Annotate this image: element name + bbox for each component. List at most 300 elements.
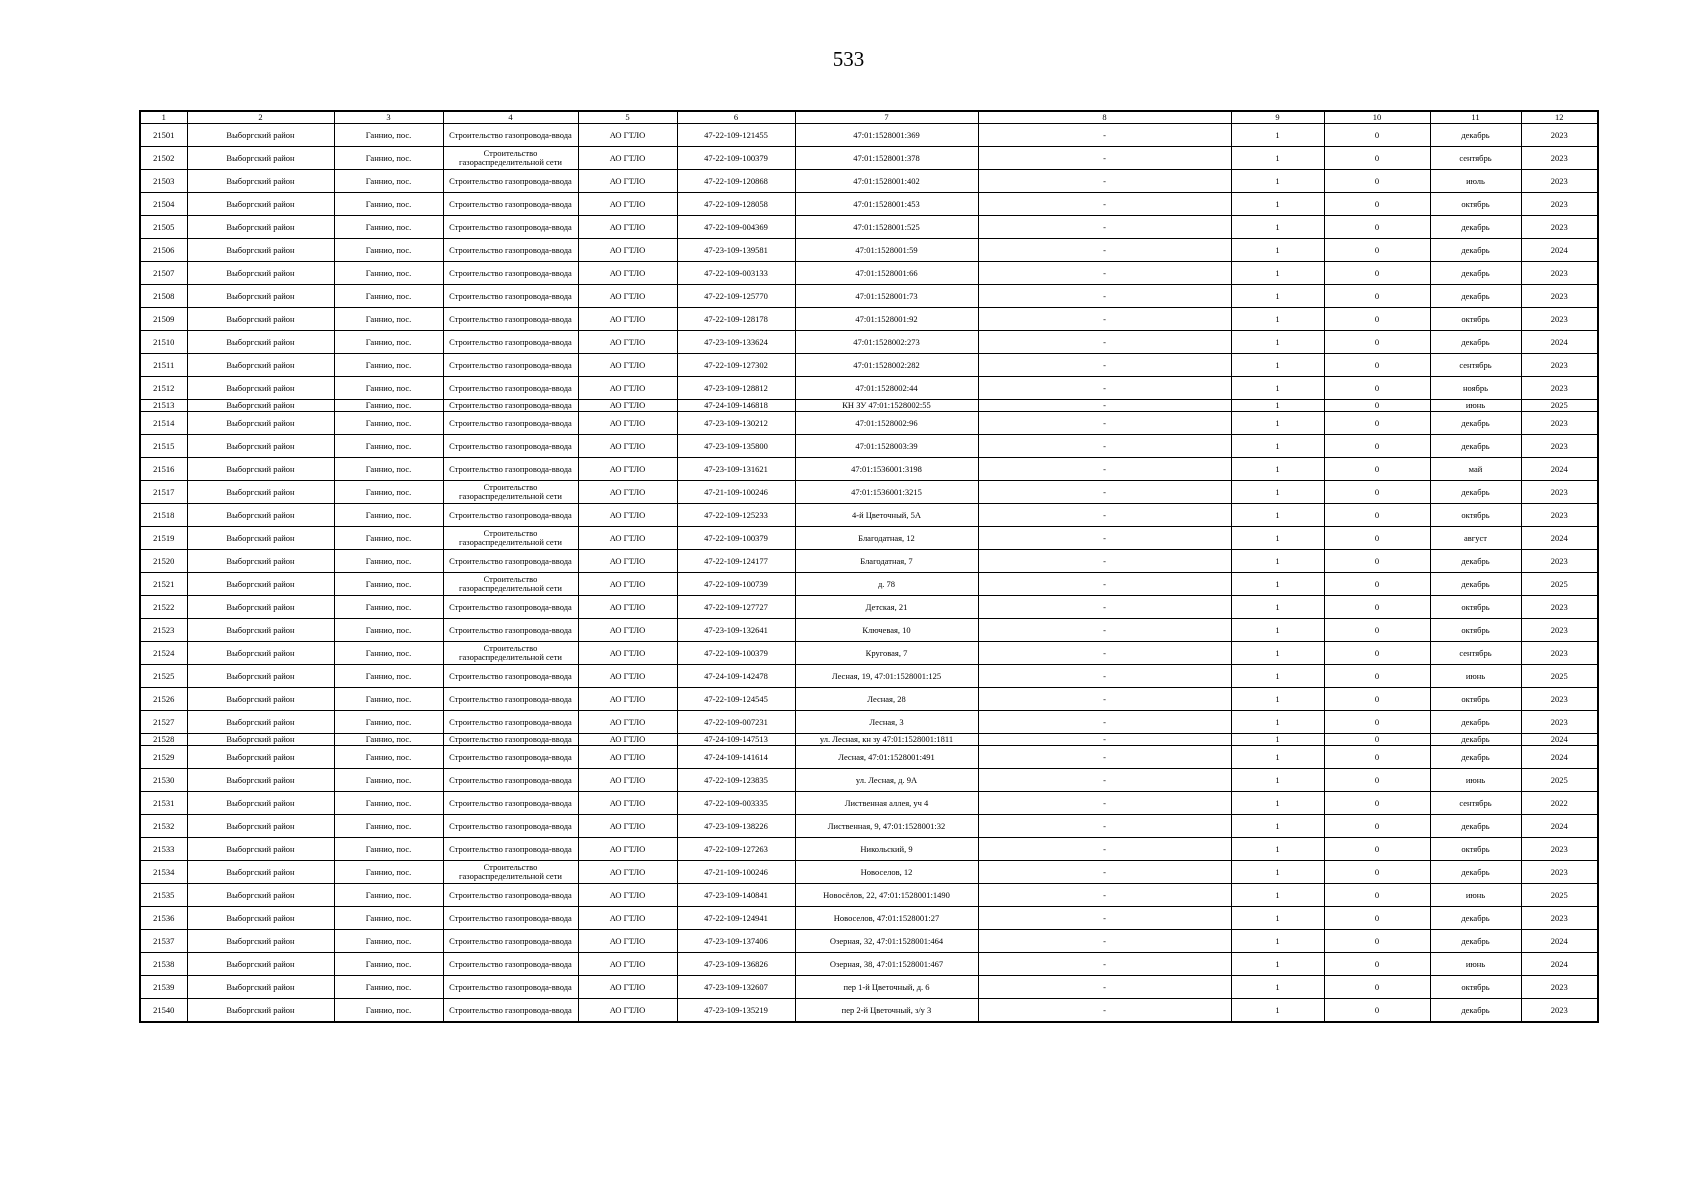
address-cell: 4-й Цветочный, 5А [795,504,978,527]
organization-cell: АО ГТЛО [578,216,677,239]
table-row [140,746,1598,769]
district-cell: Выборгский район [187,400,334,412]
column8-cell: - [978,216,1231,239]
month-cell: июнь [1430,953,1521,976]
column10-cell: 0 [1324,861,1430,884]
work-type-cell: Строительство газопровода-ввода [443,884,578,907]
settlement-cell: Ганнио, пос. [334,711,443,734]
month-cell: август [1430,527,1521,550]
work-type-cell: Строительство газораспределительной сети [443,527,578,550]
column8-cell: - [978,976,1231,999]
settlement-cell: Ганнио, пос. [334,435,443,458]
work-type-cell: Строительство газопровода-ввода [443,377,578,400]
settlement-cell: Ганнио, пос. [334,331,443,354]
column10-cell: 0 [1324,285,1430,308]
contract-number-cell: 47-23-109-138226 [677,815,795,838]
year-cell: 2023 [1521,216,1598,239]
month-cell: декабрь [1430,216,1521,239]
year-cell: 2023 [1521,596,1598,619]
table-row [140,884,1598,907]
organization-cell: АО ГТЛО [578,239,677,262]
district-cell: Выборгский район [187,792,334,815]
quantity-cell: 1 [1231,377,1324,400]
quantity-cell: 1 [1231,665,1324,688]
column10-cell: 0 [1324,458,1430,481]
column8-cell: - [978,734,1231,746]
row-number: 21501 [140,124,187,147]
settlement-cell: Ганнио, пос. [334,907,443,930]
work-type-cell: Строительство газопровода-ввода [443,769,578,792]
address-cell: Круговая, 7 [795,642,978,665]
year-cell: 2023 [1521,999,1598,1023]
quantity-cell: 1 [1231,734,1324,746]
year-cell: 2025 [1521,573,1598,596]
year-cell: 2024 [1521,239,1598,262]
address-cell: 47:01:1528001:453 [795,193,978,216]
table-row [140,193,1598,216]
work-type-cell: Строительство газопровода-ввода [443,688,578,711]
organization-cell: АО ГТЛО [578,124,677,147]
column8-cell: - [978,239,1231,262]
month-cell: октябрь [1430,688,1521,711]
quantity-cell: 1 [1231,262,1324,285]
month-cell: июль [1430,170,1521,193]
year-cell: 2023 [1521,308,1598,331]
month-cell: сентябрь [1430,642,1521,665]
quantity-cell: 1 [1231,435,1324,458]
work-type-cell: Строительство газопровода-ввода [443,400,578,412]
contract-number-cell: 47-22-109-121455 [677,124,795,147]
column8-cell: - [978,688,1231,711]
address-cell: 47:01:1528001:402 [795,170,978,193]
quantity-cell: 1 [1231,504,1324,527]
column8-cell: - [978,170,1231,193]
month-cell: декабрь [1430,815,1521,838]
column8-cell: - [978,193,1231,216]
contract-number-cell: 47-23-109-130212 [677,412,795,435]
column10-cell: 0 [1324,930,1430,953]
address-cell: Озерная, 32, 47:01:1528001:464 [795,930,978,953]
contract-number-cell: 47-22-109-124177 [677,550,795,573]
quantity-cell: 1 [1231,815,1324,838]
row-number: 21505 [140,216,187,239]
address-cell: 47:01:1528001:525 [795,216,978,239]
year-cell: 2023 [1521,193,1598,216]
contract-number-cell: 47-22-109-125233 [677,504,795,527]
work-type-cell: Строительство газораспределительной сети [443,573,578,596]
quantity-cell: 1 [1231,930,1324,953]
year-cell: 2023 [1521,711,1598,734]
year-cell: 2023 [1521,861,1598,884]
organization-cell: АО ГТЛО [578,331,677,354]
district-cell: Выборгский район [187,550,334,573]
address-cell: 47:01:1528001:59 [795,239,978,262]
row-number: 21523 [140,619,187,642]
row-number: 21511 [140,354,187,377]
month-cell: октябрь [1430,619,1521,642]
month-cell: декабрь [1430,481,1521,504]
table-row [140,377,1598,400]
district-cell: Выборгский район [187,216,334,239]
district-cell: Выборгский район [187,976,334,999]
quantity-cell: 1 [1231,976,1324,999]
quantity-cell: 1 [1231,400,1324,412]
district-cell: Выборгский район [187,285,334,308]
work-type-cell: Строительство газораспределительной сети [443,481,578,504]
year-cell: 2023 [1521,412,1598,435]
table-row [140,481,1598,504]
work-type-cell: Строительство газопровода-ввода [443,665,578,688]
contract-number-cell: 47-24-109-146818 [677,400,795,412]
organization-cell: АО ГТЛО [578,642,677,665]
year-cell: 2023 [1521,377,1598,400]
work-type-cell: Строительство газопровода-ввода [443,193,578,216]
row-number: 21522 [140,596,187,619]
quantity-cell: 1 [1231,746,1324,769]
table-row [140,688,1598,711]
month-cell: июнь [1430,769,1521,792]
settlement-cell: Ганнио, пос. [334,884,443,907]
table-row [140,907,1598,930]
row-number: 21537 [140,930,187,953]
quantity-cell: 1 [1231,308,1324,331]
work-type-cell: Строительство газопровода-ввода [443,838,578,861]
address-cell: Новоселов, 47:01:1528001:27 [795,907,978,930]
quantity-cell: 1 [1231,170,1324,193]
district-cell: Выборгский район [187,930,334,953]
settlement-cell: Ганнио, пос. [334,354,443,377]
year-cell: 2024 [1521,331,1598,354]
column-header-6: 6 [677,111,795,124]
organization-cell: АО ГТЛО [578,999,677,1023]
column8-cell: - [978,642,1231,665]
column10-cell: 0 [1324,412,1430,435]
settlement-cell: Ганнио, пос. [334,550,443,573]
quantity-cell: 1 [1231,573,1324,596]
district-cell: Выборгский район [187,999,334,1023]
organization-cell: АО ГТЛО [578,665,677,688]
month-cell: октябрь [1430,596,1521,619]
contract-number-cell: 47-23-109-133624 [677,331,795,354]
work-type-cell: Строительство газопровода-ввода [443,435,578,458]
address-cell: 47:01:1536001:3215 [795,481,978,504]
column10-cell: 0 [1324,711,1430,734]
column8-cell: - [978,400,1231,412]
address-cell: Никольский, 9 [795,838,978,861]
work-type-cell: Строительство газопровода-ввода [443,792,578,815]
column-header-12: 12 [1521,111,1598,124]
column10-cell: 0 [1324,170,1430,193]
contract-number-cell: 47-23-109-135219 [677,999,795,1023]
settlement-cell: Ганнио, пос. [334,953,443,976]
district-cell: Выборгский район [187,642,334,665]
year-cell: 2025 [1521,665,1598,688]
column10-cell: 0 [1324,619,1430,642]
contract-number-cell: 47-22-109-124545 [677,688,795,711]
organization-cell: АО ГТЛО [578,734,677,746]
contract-number-cell: 47-24-109-147513 [677,734,795,746]
contract-number-cell: 47-22-109-128058 [677,193,795,216]
month-cell: ноябрь [1430,377,1521,400]
column-header-1: 1 [140,111,187,124]
month-cell: декабрь [1430,734,1521,746]
organization-cell: АО ГТЛО [578,688,677,711]
address-cell: Лиственная, 9, 47:01:1528001:32 [795,815,978,838]
year-cell: 2024 [1521,746,1598,769]
organization-cell: АО ГТЛО [578,838,677,861]
row-number: 21518 [140,504,187,527]
column10-cell: 0 [1324,262,1430,285]
district-cell: Выборгский район [187,838,334,861]
row-number: 21508 [140,285,187,308]
column10-cell: 0 [1324,746,1430,769]
table-row [140,435,1598,458]
column-header-4: 4 [443,111,578,124]
contract-number-cell: 47-22-109-127727 [677,596,795,619]
contract-number-cell: 47-22-109-003133 [677,262,795,285]
organization-cell: АО ГТЛО [578,308,677,331]
quantity-cell: 1 [1231,481,1324,504]
column10-cell: 0 [1324,769,1430,792]
row-number: 21514 [140,412,187,435]
year-cell: 2023 [1521,262,1598,285]
quantity-cell: 1 [1231,999,1324,1023]
column10-cell: 0 [1324,504,1430,527]
district-cell: Выборгский район [187,481,334,504]
address-cell: Детская, 21 [795,596,978,619]
work-type-cell: Строительство газораспределительной сети [443,642,578,665]
row-number: 21521 [140,573,187,596]
work-type-cell: Строительство газопровода-ввода [443,907,578,930]
column8-cell: - [978,527,1231,550]
year-cell: 2023 [1521,907,1598,930]
column10-cell: 0 [1324,884,1430,907]
year-cell: 2023 [1521,550,1598,573]
row-number: 21516 [140,458,187,481]
district-cell: Выборгский район [187,527,334,550]
quantity-cell: 1 [1231,285,1324,308]
organization-cell: АО ГТЛО [578,400,677,412]
organization-cell: АО ГТЛО [578,458,677,481]
row-number: 21524 [140,642,187,665]
table-row [140,216,1598,239]
quantity-cell: 1 [1231,619,1324,642]
column8-cell: - [978,884,1231,907]
table-row [140,642,1598,665]
year-cell: 2023 [1521,688,1598,711]
column8-cell: - [978,377,1231,400]
settlement-cell: Ганнио, пос. [334,377,443,400]
column10-cell: 0 [1324,734,1430,746]
organization-cell: АО ГТЛО [578,711,677,734]
settlement-cell: Ганнио, пос. [334,734,443,746]
address-cell: Лесная, 3 [795,711,978,734]
district-cell: Выборгский район [187,573,334,596]
district-cell: Выборгский район [187,147,334,170]
contract-number-cell: 47-22-109-007231 [677,711,795,734]
settlement-cell: Ганнио, пос. [334,642,443,665]
quantity-cell: 1 [1231,216,1324,239]
month-cell: декабрь [1430,711,1521,734]
column10-cell: 0 [1324,999,1430,1023]
district-cell: Выборгский район [187,354,334,377]
contract-number-cell: 47-23-109-131621 [677,458,795,481]
organization-cell: АО ГТЛО [578,193,677,216]
address-cell: д. 78 [795,573,978,596]
work-type-cell: Строительство газопровода-ввода [443,953,578,976]
table-row [140,504,1598,527]
column-header-11: 11 [1430,111,1521,124]
address-cell: Новосёлов, 22, 47:01:1528001:1490 [795,884,978,907]
year-cell: 2025 [1521,769,1598,792]
organization-cell: АО ГТЛО [578,746,677,769]
month-cell: октябрь [1430,838,1521,861]
month-cell: декабрь [1430,331,1521,354]
month-cell: декабрь [1430,573,1521,596]
row-number: 21503 [140,170,187,193]
settlement-cell: Ганнио, пос. [334,308,443,331]
row-number: 21506 [140,239,187,262]
settlement-cell: Ганнио, пос. [334,665,443,688]
column10-cell: 0 [1324,239,1430,262]
quantity-cell: 1 [1231,838,1324,861]
month-cell: сентябрь [1430,147,1521,170]
column8-cell: - [978,907,1231,930]
column8-cell: - [978,953,1231,976]
organization-cell: АО ГТЛО [578,884,677,907]
settlement-cell: Ганнио, пос. [334,527,443,550]
column-header-3: 3 [334,111,443,124]
table-row [140,239,1598,262]
organization-cell: АО ГТЛО [578,573,677,596]
registry-table [139,110,1599,1023]
work-type-cell: Строительство газопровода-ввода [443,239,578,262]
column8-cell: - [978,665,1231,688]
district-cell: Выборгский район [187,435,334,458]
quantity-cell: 1 [1231,239,1324,262]
month-cell: декабрь [1430,262,1521,285]
settlement-cell: Ганнио, пос. [334,596,443,619]
contract-number-cell: 47-23-109-135800 [677,435,795,458]
settlement-cell: Ганнио, пос. [334,861,443,884]
settlement-cell: Ганнио, пос. [334,412,443,435]
column8-cell: - [978,769,1231,792]
district-cell: Выборгский район [187,262,334,285]
settlement-cell: Ганнио, пос. [334,239,443,262]
settlement-cell: Ганнио, пос. [334,573,443,596]
settlement-cell: Ганнио, пос. [334,193,443,216]
address-cell: 47:01:1528003:39 [795,435,978,458]
column10-cell: 0 [1324,815,1430,838]
table-row [140,400,1598,412]
quantity-cell: 1 [1231,711,1324,734]
column8-cell: - [978,838,1231,861]
table-row [140,999,1598,1023]
contract-number-cell: 47-22-109-100739 [677,573,795,596]
address-cell: ул. Лесная, кн зу 47:01:1528001:1811 [795,734,978,746]
address-cell: Лесная, 28 [795,688,978,711]
column8-cell: - [978,815,1231,838]
address-cell: Озерная, 38, 47:01:1528001:467 [795,953,978,976]
organization-cell: АО ГТЛО [578,930,677,953]
month-cell: июнь [1430,400,1521,412]
district-cell: Выборгский район [187,953,334,976]
year-cell: 2023 [1521,619,1598,642]
month-cell: октябрь [1430,976,1521,999]
row-number: 21531 [140,792,187,815]
work-type-cell: Строительство газораспределительной сети [443,147,578,170]
table-row [140,711,1598,734]
organization-cell: АО ГТЛО [578,769,677,792]
table-row [140,262,1598,285]
address-cell: 47:01:1536001:3198 [795,458,978,481]
district-cell: Выборгский район [187,170,334,193]
month-cell: июнь [1430,665,1521,688]
month-cell: декабрь [1430,239,1521,262]
column10-cell: 0 [1324,976,1430,999]
column10-cell: 0 [1324,377,1430,400]
settlement-cell: Ганнио, пос. [334,504,443,527]
district-cell: Выборгский район [187,907,334,930]
row-number: 21525 [140,665,187,688]
organization-cell: АО ГТЛО [578,481,677,504]
row-number: 21513 [140,400,187,412]
work-type-cell: Строительство газопровода-ввода [443,596,578,619]
work-type-cell: Строительство газопровода-ввода [443,285,578,308]
month-cell: декабрь [1430,930,1521,953]
row-number: 21510 [140,331,187,354]
district-cell: Выборгский район [187,688,334,711]
district-cell: Выборгский район [187,619,334,642]
work-type-cell: Строительство газопровода-ввода [443,354,578,377]
table-row [140,976,1598,999]
address-cell: пер 1-й Цветочный, д. 6 [795,976,978,999]
month-cell: декабрь [1430,285,1521,308]
district-cell: Выборгский район [187,861,334,884]
settlement-cell: Ганнио, пос. [334,170,443,193]
contract-number-cell: 47-22-109-123835 [677,769,795,792]
address-cell: 47:01:1528001:369 [795,124,978,147]
quantity-cell: 1 [1231,147,1324,170]
row-number: 21519 [140,527,187,550]
column8-cell: - [978,711,1231,734]
address-cell: Благодатная, 12 [795,527,978,550]
column-header-8: 8 [978,111,1231,124]
district-cell: Выборгский район [187,734,334,746]
row-number: 21520 [140,550,187,573]
year-cell: 2023 [1521,481,1598,504]
organization-cell: АО ГТЛО [578,170,677,193]
row-number: 21528 [140,734,187,746]
column10-cell: 0 [1324,792,1430,815]
settlement-cell: Ганнио, пос. [334,792,443,815]
column8-cell: - [978,504,1231,527]
district-cell: Выборгский район [187,124,334,147]
work-type-cell: Строительство газопровода-ввода [443,170,578,193]
quantity-cell: 1 [1231,688,1324,711]
column8-cell: - [978,481,1231,504]
row-number: 21526 [140,688,187,711]
contract-number-cell: 47-22-109-120868 [677,170,795,193]
address-cell: 47:01:1528001:92 [795,308,978,331]
row-number: 21536 [140,907,187,930]
contract-number-cell: 47-21-109-100246 [677,481,795,504]
settlement-cell: Ганнио, пос. [334,216,443,239]
year-cell: 2023 [1521,976,1598,999]
row-number: 21539 [140,976,187,999]
organization-cell: АО ГТЛО [578,596,677,619]
column8-cell: - [978,573,1231,596]
